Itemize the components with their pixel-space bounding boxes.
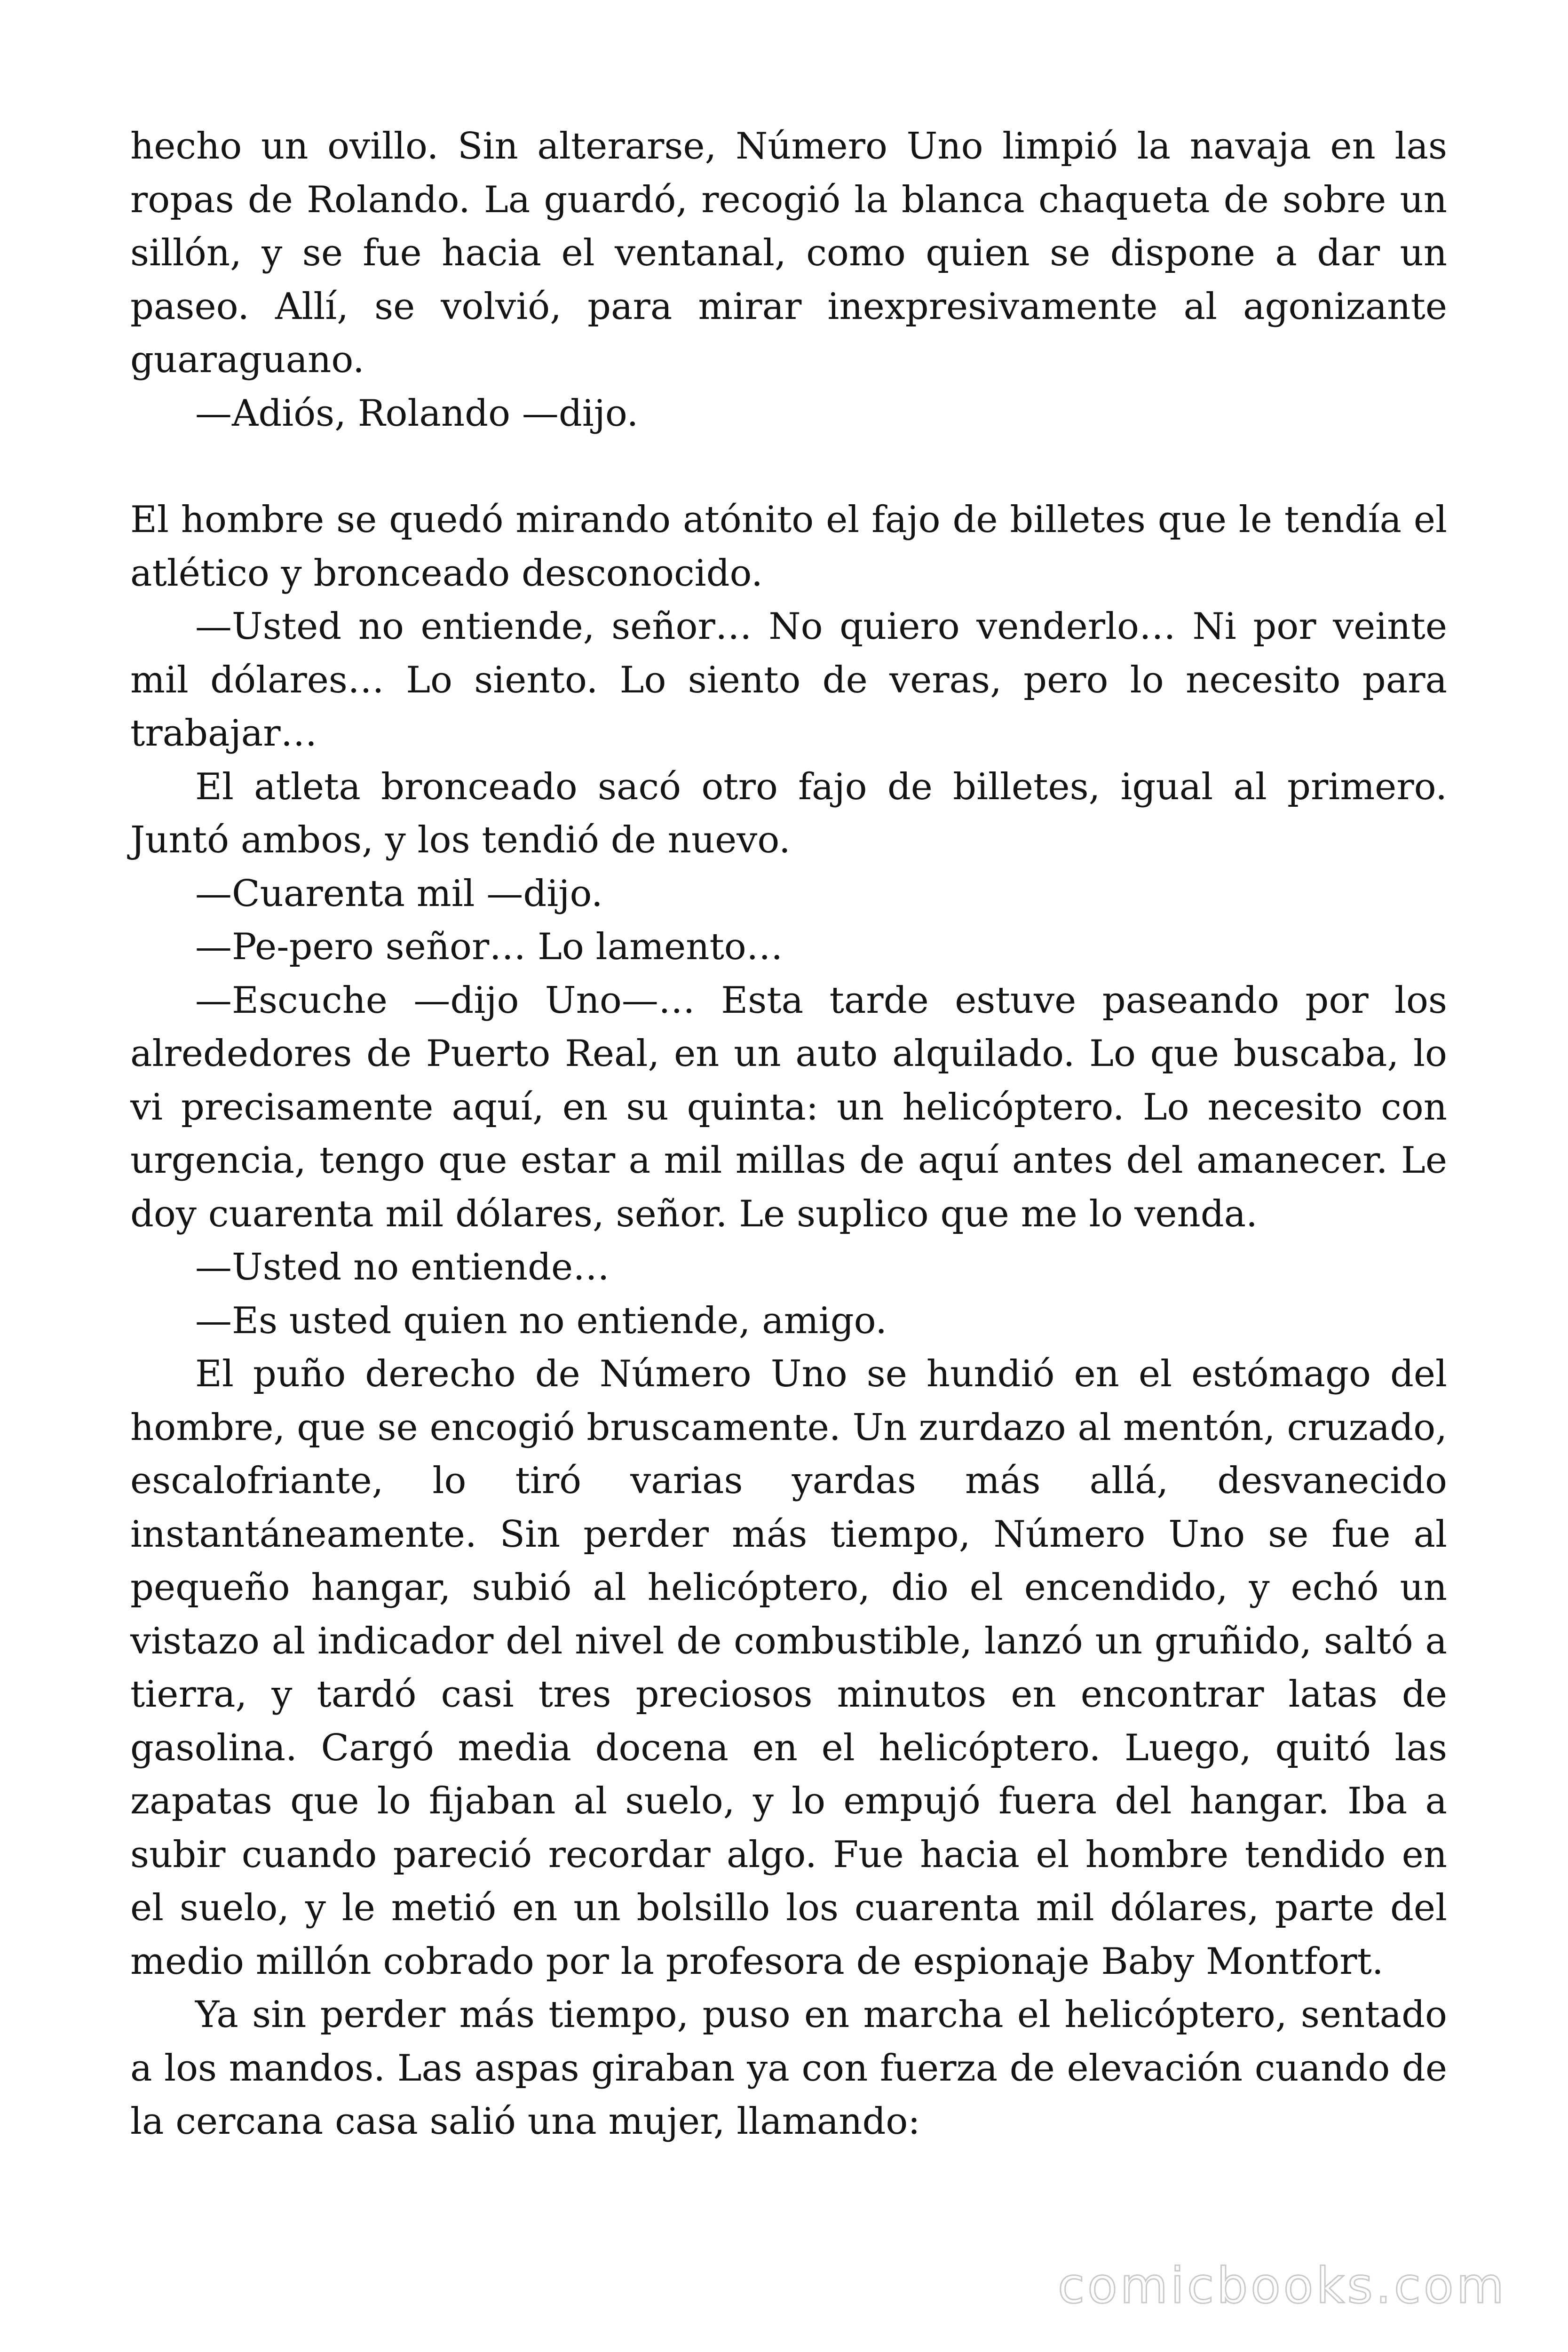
paragraph-3: El hombre se quedó mirando atónito el fajo de billetes que le tendía el atlético y bronceado desconocido.: [130, 499, 1447, 595]
paragraph-9: —Usted no entiende…: [195, 1246, 610, 1288]
paragraph-10: —Es usted quien no entiende, amigo.: [195, 1299, 887, 1342]
paragraph-4: —Usted no entiende, señor… No quiero venderlo… Ni por veinte mil dólares… Lo siento. Lo siento de veras, pero lo necesito para trabajar…: [130, 605, 1447, 755]
watermark: comicbooks.com: [1057, 2257, 1507, 2314]
paragraph-5: El atleta bronceado sacó otro fajo de billetes, igual al primero. Juntó ambos, y los tendió de nuevo.: [130, 765, 1447, 861]
paragraph-12: Ya sin perder más tiempo, puso en marcha el helicóptero, sentado a los mandos. Las aspas giraban ya con fuerza de elevación cuando de la cercana casa salió una mujer, llamando:: [130, 1994, 1447, 2143]
paragraph-11: El puño derecho de Número Uno se hundió en el estómago del hombre, que se encogió bruscamente. Un zurdazo al mentón, cruzado, escalofriante, lo tiró varias yardas más allá, desvanecido instantáneamente. Sin perder más tiempo, Número Uno se fue al pequeño hangar, subió al helicóptero, dio el encendido, y echó un vistazo al indicador del nivel de combustible, lanzó un gruñido, saltó a tierra, y tardó casi tres preciosos minutos en encontrar latas de gasolina. Cargó media docena en el helicóptero. Luego, quitó las zapatas que lo fijaban al suelo, y lo empujó fuera del hangar. Iba a subir cuando pareció recordar algo. Fue hacia el hombre tendido en el suelo, y le metió en un bolsillo los cuarenta mil dólares, parte del medio millón cobrado por la profesora de espionaje Baby Montfort.: [130, 1353, 1447, 1983]
paragraph-7: —Pe-pero señor… Lo lamento…: [195, 926, 783, 968]
paragraph-6: —Cuarenta mil —dijo.: [195, 872, 603, 915]
page-body: [130, 120, 1447, 2149]
paragraph-2: —Adiós, Rolando —dijo.: [195, 392, 639, 435]
paragraph-1: hecho un ovillo. Sin alterarse, Número Uno limpió la navaja en las ropas de Rolando. La guardó, recogió la blanca chaqueta de sobre un sillón, y se fue hacia el ventanal, como quien se dispone a dar un paseo. Allí, se volvió, para mirar inexpresivamente al agonizante guaraguano.: [130, 125, 1447, 381]
paragraph-8: —Escuche —dijo Uno—… Esta tarde estuve paseando por los alrededores de Puerto Real, en un auto alquilado. Lo que buscaba, lo vi precisamente aquí, en su quinta: un helicóptero. Lo necesito con urgencia, tengo que estar a mil millas de aquí antes del amanecer. Le doy cuarenta mil dólares, señor. Le suplico que me lo venda.: [130, 979, 1447, 1235]
